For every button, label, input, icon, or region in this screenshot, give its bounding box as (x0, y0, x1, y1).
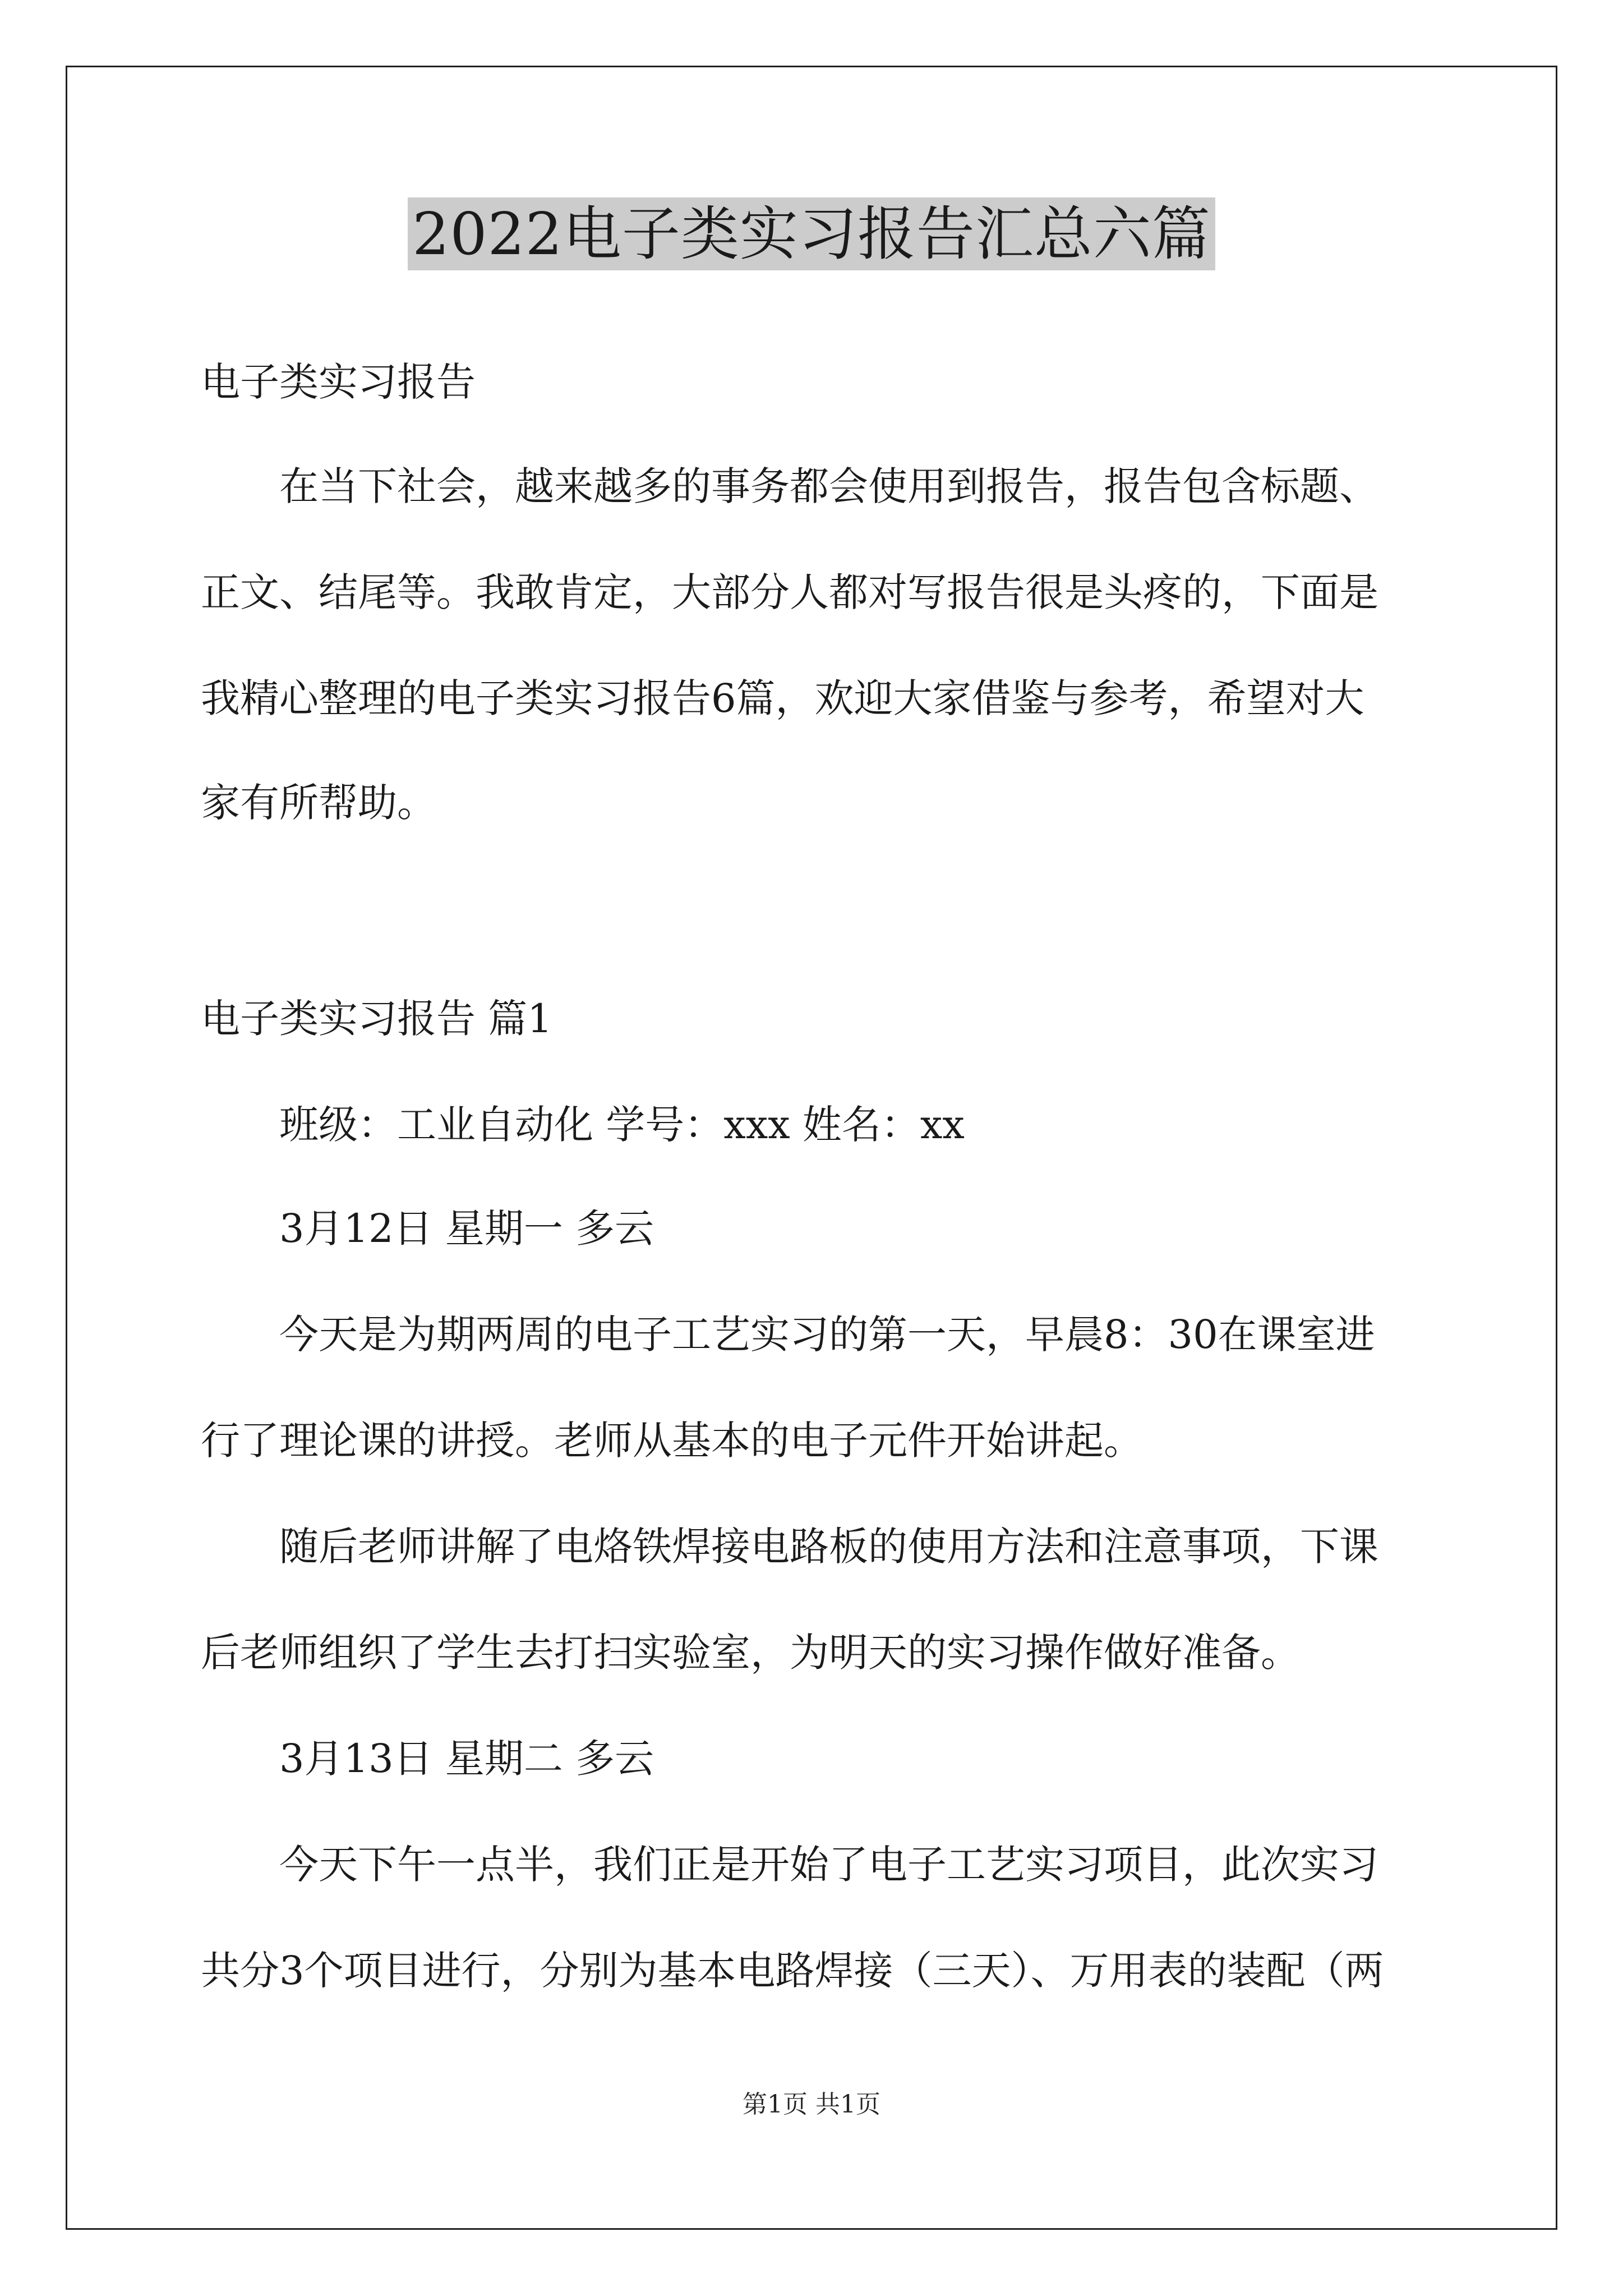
paragraph-line: 行了理论课的讲授。老师从基本的电子元件开始讲起。 (201, 1418, 1143, 1464)
section-heading-intro: 电子类实习报告 (201, 359, 476, 405)
paragraph-line: 正文、结尾等。我敢肯定，大部分人都对写报告很是头疼的，下面是 (201, 569, 1378, 615)
paragraph-line: 家有所帮助。 (201, 780, 436, 826)
paragraph-line: 在当下社会，越来越多的事务都会使用到报告，报告包含标题、 (279, 463, 1378, 509)
paragraph-line: 我精心整理的电子类实习报告6篇，欢迎大家借鉴与参考，希望对大 (201, 675, 1364, 721)
paragraph-line: 今天下午一点半，我们正是开始了电子工艺实习项目，此次实习 (279, 1842, 1378, 1888)
paragraph-line: 随后老师讲解了电烙铁焊接电路板的使用方法和注意事项，下课 (279, 1524, 1378, 1570)
document-title: 2022电子类实习报告汇总六篇 (408, 197, 1215, 270)
student-info-line: 班级：工业自动化 学号：xxx 姓名：xx (279, 1102, 965, 1148)
paragraph-line: 共分3个项目进行，分别为基本电路焊接（三天）、万用表的装配（两 (201, 1948, 1384, 1994)
diary-date-line: 3月13日 星期二 多云 (279, 1736, 654, 1782)
title-container (0, 197, 1623, 270)
paragraph-line: 今天是为期两周的电子工艺实习的第一天，早晨8：30在课室进 (279, 1312, 1375, 1358)
diary-date-line: 3月12日 星期一 多云 (279, 1205, 654, 1251)
section-heading-part1: 电子类实习报告 篇1 (201, 996, 552, 1042)
paragraph-line: 后老师组织了学生去打扫实验室，为明天的实习操作做好准备。 (201, 1630, 1300, 1676)
page-footer: 第1页 共1页 (743, 2090, 880, 2119)
